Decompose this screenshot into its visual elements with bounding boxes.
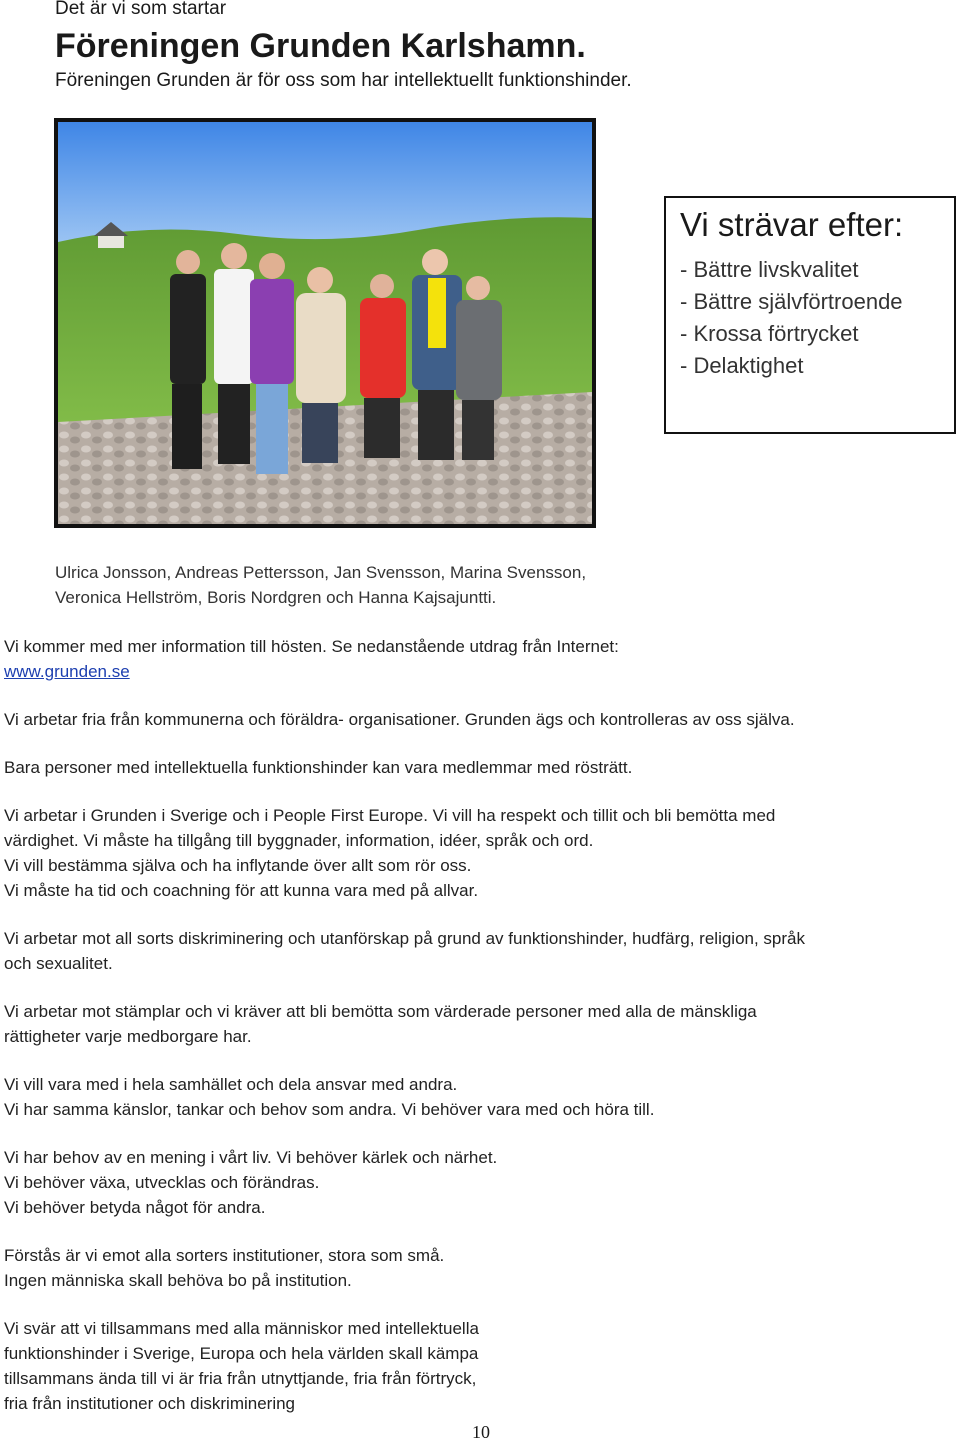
text-line: Vi vill bestämma själva och ha inflytande över allt som rör oss. — [4, 856, 472, 875]
text-line: funktionshinder i Sverige, Europa och hela världen skall kämpa — [4, 1344, 479, 1363]
website-link[interactable]: www.grunden.se — [4, 662, 130, 681]
caption-line: Veronica Hellström, Boris Nordgren och Hanna Kajsajuntti. — [55, 588, 497, 607]
text-line: Vi svär att vi tillsammans med alla människor med intellektuella — [4, 1319, 479, 1338]
caption-line: Ulrica Jonsson, Andreas Pettersson, Jan Svensson, Marina Svensson, — [55, 563, 587, 582]
text-line: rättigheter varje medborgare har. — [4, 1027, 252, 1046]
text-line: Vi arbetar i Grunden i Sverige och i People First Europe. Vi vill ha respekt och tillit och bli bemötta med — [4, 806, 776, 825]
text-line: Ingen människa skall behöva bo på institution. — [4, 1271, 352, 1290]
paragraph — [4, 1145, 934, 1220]
text-line: Vi behöver växa, utvecklas och förändras. — [4, 1173, 320, 1192]
paragraph-info — [4, 634, 934, 684]
page-number: 10 — [472, 1422, 490, 1442]
text-line: Vi har behov av en mening i vårt liv. Vi behöver kärlek och närhet. — [4, 1148, 498, 1167]
paragraph — [4, 1243, 934, 1293]
paragraph — [4, 803, 934, 903]
photo-caption — [55, 560, 695, 610]
info-text: Vi kommer med mer information till hösten. Se nedanstående utdrag från Internet: — [4, 637, 619, 656]
goals-title: Vi strävar efter: — [680, 206, 904, 243]
paragraph: Bara personer med intellektuella funktionshinder kan vara medlemmar med rösträtt. — [4, 758, 633, 777]
text-line: Vi vill vara med i hela samhället och dela ansvar med andra. — [4, 1075, 458, 1094]
group-photo — [54, 118, 596, 528]
intro-small-text: Det är vi som startar — [55, 0, 227, 19]
text-line: fria från institutioner och diskriminering — [4, 1394, 296, 1413]
article-body — [4, 634, 934, 1416]
paragraph — [4, 999, 934, 1049]
text-line: Vi måste ha tid och coachning för att kunna vara med på allvar. — [4, 881, 479, 900]
goal-item: - Bättre självförtroende — [680, 289, 903, 314]
paragraph — [4, 1316, 934, 1416]
text-line: värdighet. Vi måste ha tillgång till byggnader, information, idéer, språk och ord. — [4, 831, 594, 850]
paragraph: Vi arbetar fria från kommunerna och föräldra- organisationer. Grunden ägs och kontrolleras av oss själva. — [4, 710, 795, 729]
text-line: Vi arbetar mot stämplar och vi kräver att bli bemötta som värderade personer med alla de mänskliga — [4, 1002, 757, 1021]
goal-item: - Bättre livskvalitet — [680, 257, 859, 282]
text-line: Vi har samma känslor, tankar och behov som andra. Vi behöver vara med och höra till. — [4, 1100, 655, 1119]
intro-subtitle: Föreningen Grunden är för oss som har intellektuellt funktionshinder. — [55, 70, 632, 91]
group-photo-illustration — [58, 122, 592, 524]
goals-box — [664, 196, 956, 434]
goal-item: - Delaktighet — [680, 353, 804, 378]
text-line: tillsammans ända till vi är fria från utnyttjande, fria från förtryck, — [4, 1369, 477, 1388]
page-title: Föreningen Grunden Karlshamn. — [55, 27, 586, 65]
goal-item: - Krossa förtrycket — [680, 321, 859, 346]
paragraph — [4, 1072, 934, 1122]
text-line: och sexualitet. — [4, 954, 113, 973]
goals-list — [680, 254, 903, 382]
text-line: Vi arbetar mot all sorts diskriminering och utanförskap på grund av funktionshinder, hudfärg, religion, språk — [4, 929, 806, 948]
paragraph — [4, 926, 934, 976]
text-line: Förstås är vi emot alla sorters institutioner, stora som små. — [4, 1246, 445, 1265]
text-line: Vi behöver betyda något för andra. — [4, 1198, 266, 1217]
